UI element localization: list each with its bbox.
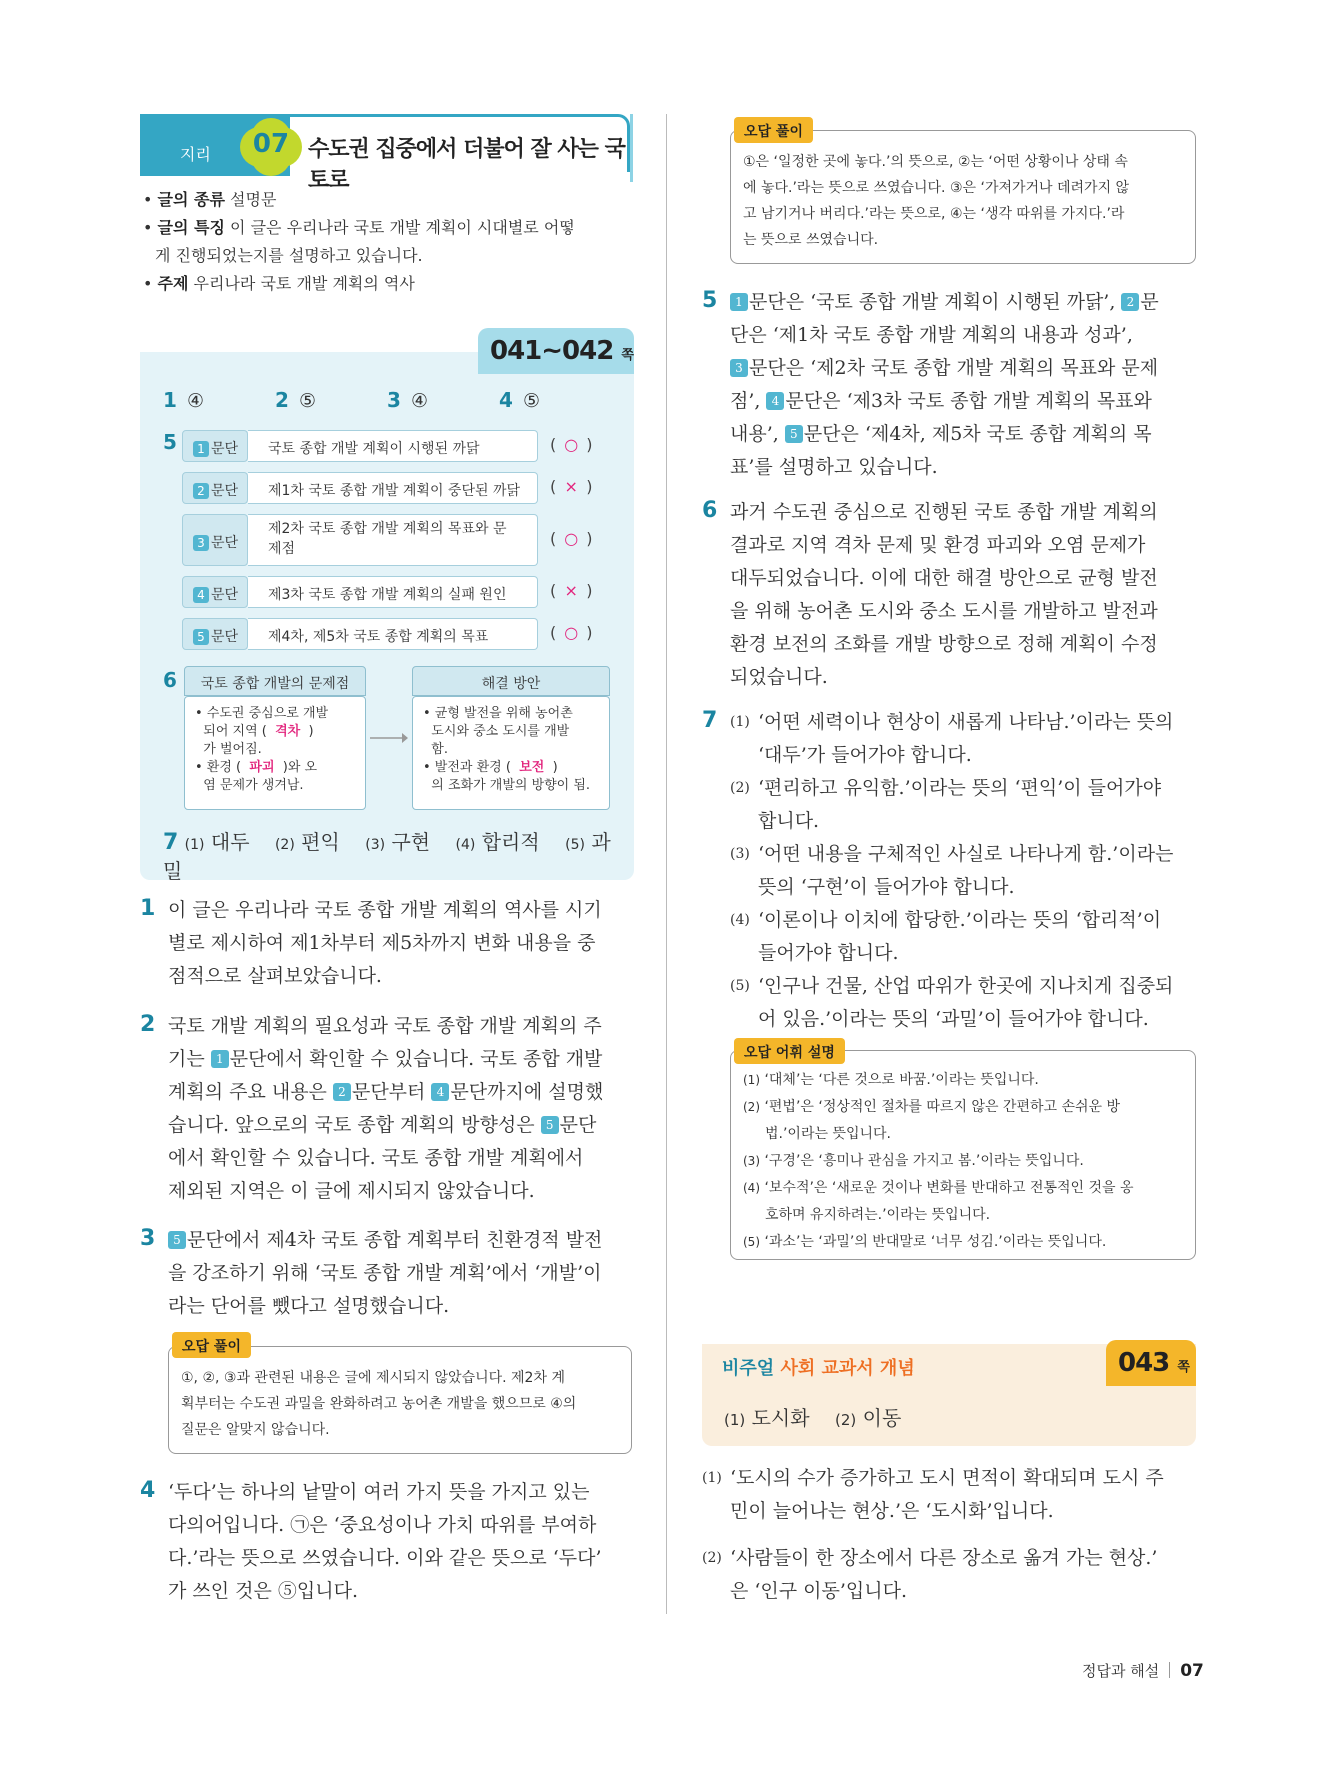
sub-label: (1): [743, 1073, 760, 1087]
text-seg: ‘과소’는 ‘과밀’의 반대말로 ‘너무 성김.’이라는 뜻입니다.: [764, 1234, 1107, 1250]
vc-explain-1: [702, 1462, 1196, 1528]
text-line: 국토 개발 계획의 필요성과 국토 종합 개발 계획의 주: [168, 1015, 602, 1037]
vocab-line: 호하며 유지하려는.’이라는 뜻입니다.: [765, 1207, 991, 1223]
meta-feature-cont: 게 진행되었는지를 설명하고 있습니다.: [155, 246, 423, 265]
vocab-line: [743, 1175, 1183, 1202]
paragraph-tag-label: 문단: [211, 483, 239, 499]
text-line: [730, 385, 1196, 418]
problem-line: [195, 777, 355, 795]
text-line: 되었습니다.: [730, 666, 828, 688]
answer-q3-num: 3: [387, 388, 401, 412]
explanation-item-6: [730, 496, 1196, 694]
solution-line: [423, 741, 599, 759]
answer-q2-num: 2: [275, 388, 289, 412]
paragraph-number-icon: 1: [211, 1050, 229, 1068]
solution-text: • 발전과 환경 (: [423, 760, 511, 775]
problem-text: 가 벌어짐.: [203, 742, 262, 757]
vc-label: (1): [724, 1411, 746, 1429]
answer-page-unit: 쪽: [621, 348, 633, 363]
text-line: 합니다.: [758, 810, 820, 832]
paragraph-mark: [550, 435, 616, 454]
wrong-vocab-tag: 오답 어휘 설명: [734, 1038, 845, 1064]
paragraph-text: 제4차, 제5차 국토 종합 계획의 목표: [248, 618, 538, 650]
item-number: 4: [140, 1478, 156, 1503]
text-line: [168, 1109, 634, 1142]
text-line: 다.’라는 뜻으로 쓰였습니다. 이와 같은 뜻으로 ‘두다’: [168, 1547, 602, 1569]
text-seg: 문단은 ‘제4차, 제5차 국토 종합 계획의 목: [803, 423, 1152, 445]
paragraph-number-icon: 2: [333, 1083, 351, 1101]
text-line: [168, 1076, 634, 1109]
paragraph-row: [182, 576, 612, 608]
text-line: 을 위해 농어촌 도시와 중소 도시를 개발하고 발전과: [730, 600, 1158, 622]
text-line: ‘두다’는 하나의 낱말이 여러 가지 뜻을 가지고 있는: [168, 1481, 590, 1503]
text-line: 표’를 설명하고 있습니다.: [730, 456, 938, 478]
text-line: 단은 ‘제1차 국토 종합 개발 계획의 내용과 성과’,: [730, 324, 1133, 346]
fill-answer: 보전: [519, 760, 545, 775]
meta-theme-label: 주제: [157, 274, 189, 293]
text-line: ‘이론이나 이치에 합당한.’이라는 뜻의 ‘합리적’이: [758, 909, 1162, 931]
footer-label: 정답과 해설: [1082, 1662, 1160, 1680]
q7-value: 과밀: [163, 830, 611, 883]
meta-theme-value: 우리나라 국토 개발 계획의 역사: [193, 274, 415, 293]
visual-concept-page-tab: [1106, 1340, 1196, 1386]
answer-page-range: 041~042: [490, 336, 614, 366]
solution-text: 함.: [431, 742, 448, 757]
text-line: 제외된 지역은 이 글에 제시되지 않았습니다.: [168, 1180, 535, 1202]
solution-line: [423, 777, 599, 795]
paragraph-text: 제3차 국토 종합 개발 계획의 실패 원인: [248, 576, 538, 608]
problem-line: [195, 723, 355, 741]
paragraph-text-line: 제점: [268, 541, 296, 557]
paragraph-tag: [182, 514, 248, 566]
text-line: 질문은 알맞지 않습니다.: [181, 1422, 330, 1438]
paragraph-row: [182, 618, 612, 650]
text-line: 환경 보전의 조화를 개발 방향으로 정해 계획이 수정: [730, 633, 1158, 655]
q7-explain-4: [730, 904, 1196, 970]
text-line: [730, 286, 1196, 319]
meta-type-label: 글의 종류: [157, 190, 225, 209]
text-line: 어 있음.’이라는 뜻의 ‘과밀’이 들어가야 합니다.: [758, 1008, 1149, 1030]
problem-text: • 환경 (: [195, 760, 242, 775]
page-footer: [1082, 1660, 1204, 1681]
paragraph-tag: [182, 430, 248, 462]
text-seg: ‘보수적’은 ‘새로운 것이나 변화를 반대하고 전통적인 것을 옹: [764, 1180, 1134, 1196]
paragraph-number-icon: 4: [193, 587, 209, 603]
answer-q4-value: ⑤: [522, 390, 541, 412]
q7-value: 편익: [301, 830, 340, 854]
sub-label: (2): [743, 1100, 760, 1114]
text-seg: 문단에서 확인할 수 있습니다. 국토 종합 개발: [229, 1048, 603, 1070]
paragraph-number-icon: 5: [193, 629, 209, 645]
visual-concept-header: [702, 1344, 932, 1388]
paragraph-number-icon: 5: [785, 425, 803, 443]
text-line: 획부터는 수도권 과밀을 완화하려고 농어촌 개발을 했으므로 ④의: [181, 1396, 577, 1412]
paragraph-row: [182, 514, 612, 566]
paragraph-number-icon: 4: [431, 1083, 449, 1101]
vc-label: (2): [835, 1411, 857, 1429]
problem-text: 되어 지역 (: [203, 724, 267, 739]
problem-text: )와 오: [282, 760, 318, 775]
paragraph-tag-label: 문단: [211, 587, 239, 603]
text-line: ①, ②, ③과 관련된 내용은 글에 제시되지 않았습니다. 제2차 계: [181, 1370, 565, 1386]
text-line: 민이 늘어나는 현상.’은 ‘도시화’입니다.: [730, 1500, 1054, 1522]
problem-line: [195, 759, 355, 777]
wrong-answer-box: [168, 1346, 632, 1454]
wrong-vocab-box: [730, 1050, 1196, 1260]
vocab-line: [743, 1094, 1183, 1121]
text-line: 이 글은 우리나라 국토 종합 개발 계획의 역사를 시기: [168, 899, 602, 921]
fill-answer: 격차: [275, 724, 301, 739]
text-line: 는 뜻으로 쓰였습니다.: [743, 232, 879, 248]
text-seg: 문단부터: [351, 1081, 426, 1103]
explanation-item-5: [730, 286, 1196, 484]
text-seg: 기는: [168, 1048, 205, 1070]
text-line: 결과로 지역 격차 문제 및 환경 파괴와 오염 문제가: [730, 534, 1146, 556]
paragraph-number-icon: 4: [766, 392, 784, 410]
answer-q2-value: ⑤: [298, 390, 317, 412]
text-line: ‘인구나 건물, 산업 따위가 한곳에 지나치게 집중되: [758, 975, 1174, 997]
item-number: 5: [702, 288, 718, 313]
q7-label: (2): [274, 837, 295, 853]
q7-explain-1: [730, 706, 1196, 772]
vocab-line: [743, 1067, 1183, 1094]
paren-open: (: [550, 529, 557, 548]
text-line: ‘어떤 내용을 구체적인 사실로 나타나게 함.’이라는: [758, 843, 1174, 865]
text-line: ①은 ‘일정한 곳에 놓다.’의 뜻으로, ②는 ‘어떤 상황이나 상태 속: [743, 154, 1128, 170]
text-line: 고 남기거나 버리다.’라는 뜻으로, ④는 ‘생각 따위를 가지다.’라: [743, 206, 1125, 222]
solution-text: 도시와 중소 도시를 개발: [431, 724, 570, 739]
paragraph-mark: [550, 529, 616, 548]
paragraph-number-icon: 2: [1121, 293, 1139, 311]
paren-open: (: [550, 581, 557, 600]
text-seg: 습니다. 앞으로의 국토 종합 계획의 방향성은: [168, 1114, 535, 1136]
paragraph-number-icon: 1: [193, 441, 209, 457]
meta-feature-label: 글의 특징: [157, 218, 225, 237]
text-line: 에 놓다.’라는 뜻으로 쓰였습니다. ③은 ‘가져가거나 데려가지 않: [743, 180, 1130, 196]
paragraph-number-icon: 3: [730, 359, 748, 377]
q7-label: (3): [365, 837, 386, 853]
answer-q5-label: 5: [163, 430, 177, 454]
answer-q1-num: 1: [163, 388, 177, 412]
text-seg: 내용’,: [730, 423, 785, 445]
paren-close: ): [586, 435, 593, 454]
column-divider: [666, 114, 667, 1614]
q7-label: (4): [455, 837, 476, 853]
vc-answer: 이동: [862, 1406, 902, 1430]
vocab-line: 법.’이라는 뜻입니다.: [765, 1126, 891, 1142]
item-number: 2: [140, 1012, 156, 1037]
mark-value: ○: [564, 529, 579, 548]
solution-text: 의 조화가 개발의 방향이 됨.: [431, 778, 591, 793]
explanation-item-1: [168, 894, 634, 993]
paragraph-mark: [550, 581, 616, 600]
sub-label: (2): [730, 780, 750, 796]
paren-open: (: [550, 623, 557, 642]
paragraph-number-icon: 3: [193, 535, 209, 551]
vocab-line: [743, 1148, 1183, 1175]
answer-q3-value: ④: [410, 390, 429, 412]
answer-q4: [499, 388, 540, 412]
title-accent-line: [630, 114, 633, 182]
text-line: 별로 제시하여 제1차부터 제5차까지 변화 내용을 중: [168, 932, 596, 954]
problem-text: 염 문제가 생겨남.: [203, 778, 304, 793]
q7-value: 합리적: [481, 830, 540, 854]
sub-label: (4): [730, 912, 750, 928]
answer-q1-value: ④: [186, 390, 205, 412]
text-seg: ‘대체’는 ‘다른 것으로 바꿈.’이라는 뜻입니다.: [764, 1072, 1039, 1088]
sub-label: (5): [743, 1235, 760, 1249]
paragraph-tag-label: 문단: [211, 629, 239, 645]
visual-concept-title-a: 비주얼: [722, 1358, 775, 1379]
paragraph-tag: [182, 576, 248, 608]
text-seg: 문단은 ‘국토 종합 개발 계획이 시행된 까닭’,: [749, 291, 1122, 313]
vc-answer: 도시화: [751, 1406, 810, 1430]
q7-label: (1): [184, 837, 205, 853]
mark-value: ○: [564, 623, 579, 642]
text-line: ‘사람들이 한 장소에서 다른 장소로 옮겨 가는 현상.’: [730, 1547, 1158, 1569]
text-seg: 문: [1140, 291, 1159, 313]
solution-box: [412, 696, 610, 810]
text-line: 은 ‘인구 이동’입니다.: [730, 1580, 908, 1602]
sub-label: (1): [702, 1470, 722, 1486]
answer-q6-label: 6: [163, 668, 177, 692]
mark-value: ×: [564, 477, 578, 496]
explanation-item-2: [168, 1010, 634, 1208]
q7-label: (5): [565, 837, 585, 853]
vc-explain-2: [702, 1542, 1196, 1608]
paragraph-number-icon: 5: [168, 1231, 186, 1249]
paragraph-row: [182, 472, 612, 504]
paragraph-mark: [550, 477, 616, 496]
item-number: 6: [702, 498, 718, 523]
meta-type-value: 설명문: [230, 190, 277, 209]
text-seg: 문단에서 제4차 국토 종합 계획부터 친환경적 발전: [187, 1229, 603, 1251]
wrong-answer-tag: 오답 풀이: [172, 1332, 251, 1358]
paren-close: ): [586, 529, 593, 548]
fill-answer: 파괴: [249, 760, 275, 775]
answer-q6-num: [163, 668, 181, 692]
problem-line: • 수도권 중심으로 개발: [195, 706, 329, 721]
solution-line: [423, 723, 599, 741]
paragraph-number-icon: 1: [730, 293, 748, 311]
solution-line: • 균형 발전을 위해 농어촌: [423, 706, 573, 721]
paren-close: ): [586, 581, 593, 600]
sub-label: (1): [730, 714, 750, 730]
text-line: ‘도시의 수가 증가하고 도시 면적이 확대되며 도시 주: [730, 1467, 1164, 1489]
q7-explain-3: [730, 838, 1196, 904]
text-seg: 점’,: [730, 390, 767, 412]
text-line: [168, 1043, 634, 1076]
visual-concept-title-b: 사회 교과서 개념: [780, 1358, 915, 1379]
meta-type: • 글의 종류 설명문: [143, 190, 277, 209]
paragraph-tag-label: 문단: [211, 441, 239, 457]
page-title: 수도권 집중에서 더불어 잘 사는 국토로: [308, 137, 625, 193]
wrong-answer-box: [730, 130, 1196, 264]
text-seg: 문단은 ‘제3차 국토 종합 개발 계획의 목표와: [785, 390, 1152, 412]
sub-label: (5): [730, 978, 750, 994]
solution-text: ): [552, 760, 558, 775]
paren-open: (: [550, 435, 557, 454]
paragraph-tag: [182, 472, 248, 504]
text-line: [730, 352, 1196, 385]
answer-page-tab: [478, 328, 634, 374]
explanation-item-4: [168, 1476, 634, 1608]
explanation-item-3: [168, 1224, 634, 1323]
paren-close: ): [586, 477, 593, 496]
mark-value: ×: [564, 581, 578, 600]
paragraph-tag: [182, 618, 248, 650]
answer-q2: [275, 388, 316, 412]
visual-concept-answers: [724, 1402, 901, 1431]
problem-text: ): [308, 724, 314, 739]
solution-line: [423, 759, 599, 777]
paragraph-tag-label: 문단: [211, 535, 239, 551]
sub-label: (4): [743, 1181, 760, 1195]
text-line: 점적으로 살펴보았습니다.: [168, 965, 382, 987]
text-line: [168, 1224, 634, 1257]
paragraph-number-icon: 2: [193, 483, 209, 499]
q7-value: 대두: [210, 830, 250, 854]
item-number: 1: [140, 896, 156, 921]
vc-page-unit: 쪽: [1177, 1360, 1189, 1375]
item-number: 3: [140, 1226, 156, 1251]
answer-q4-num: 4: [499, 388, 513, 412]
text-seg: ‘편법’은 ‘정상적인 절차를 따르지 않은 간편하고 손쉬운 방: [764, 1099, 1121, 1115]
meta-feature-value: 이 글은 우리나라 국토 개발 계획이 시대별로 어떻: [230, 218, 575, 237]
text-line: ‘어떤 세력이나 현상이 새롭게 나타남.’이라는 뜻의: [758, 711, 1174, 733]
text-seg: 문단은 ‘제2차 국토 종합 개발 계획의 목표와 문제: [749, 357, 1159, 379]
text-line: 뜻의 ‘구현’이 들어가야 합니다.: [758, 876, 1015, 898]
sub-label: (2): [702, 1550, 722, 1566]
solution-header: 해결 방안: [412, 666, 610, 696]
q7-explain-2: [730, 772, 1196, 838]
text-line: [730, 418, 1196, 451]
text-line: 과거 수도권 중심으로 진행된 국토 종합 개발 계획의: [730, 501, 1158, 523]
q7-value: 구현: [391, 830, 431, 854]
problem-header: 국토 종합 개발의 문제점: [184, 666, 366, 696]
unit-number: 07: [252, 129, 290, 159]
text-line: ‘편리하고 유익함.’이라는 뜻의 ‘편익’이 들어가야: [758, 777, 1162, 799]
text-line: 가 쓰인 것은 ⑤입니다.: [168, 1580, 358, 1602]
text-line: 들어가야 합니다.: [758, 942, 899, 964]
paragraph-mark: [550, 623, 616, 642]
meta-theme: • 주제 우리나라 국토 개발 계획의 역사: [143, 274, 415, 293]
text-seg: 계획의 주요 내용은: [168, 1081, 327, 1103]
footer-divider: [1169, 1662, 1170, 1678]
text-line: 다의어입니다. ㉠은 ‘중요성이나 가치 따위를 부여하: [168, 1514, 597, 1536]
answer-q5-num: [163, 430, 181, 454]
subject-label: 지리: [140, 114, 290, 176]
paragraph-text-line: 제2차 국토 종합 개발 계획의 목표와 문: [268, 521, 507, 537]
problem-line: [195, 741, 355, 759]
paragraph-text: [248, 514, 538, 566]
sub-label: (3): [743, 1154, 760, 1168]
sub-label: (3): [730, 846, 750, 862]
item-number: 7: [702, 708, 718, 733]
meta-feature: • 글의 특징 이 글은 우리나라 국토 개발 계획이 시대별로 어떻: [143, 218, 575, 237]
text-seg: 문단: [559, 1114, 597, 1136]
text-line: ‘대두’가 들어가야 합니다.: [758, 744, 972, 766]
text-line: 에서 확인할 수 있습니다. 국토 종합 개발 계획에서: [168, 1147, 584, 1169]
answer-q3: [387, 388, 428, 412]
q7-explain-5: [730, 970, 1196, 1036]
paragraph-row: [182, 430, 612, 462]
title-bar: [140, 114, 634, 193]
paragraph-text: 국토 종합 개발 계획이 시행된 까닭: [248, 430, 538, 462]
paragraph-number-icon: 5: [541, 1116, 559, 1134]
text-seg: ‘구경’은 ‘흥미나 관심을 가지고 봄.’이라는 뜻입니다.: [764, 1153, 1084, 1169]
answer-q1: [163, 388, 204, 412]
paragraph-text: 제1차 국토 종합 개발 계획이 중단된 까닭: [248, 472, 538, 504]
text-seg: 문단까지에 설명했: [450, 1081, 604, 1103]
paren-close: ): [586, 623, 593, 642]
answer-q7-num: 7: [163, 830, 179, 855]
wrong-answer-tag: 오답 풀이: [734, 117, 813, 143]
text-line: 대두되었습니다. 이에 대한 해결 방안으로 균형 발전: [730, 567, 1158, 589]
vocab-line: [743, 1229, 1183, 1256]
mark-value: ○: [564, 435, 579, 454]
text-line: 을 강조하기 위해 ‘국토 종합 개발 계획’에서 ‘개발’이: [168, 1262, 602, 1284]
vc-page-number: 043: [1118, 1348, 1170, 1378]
text-line: 라는 단어를 뺐다고 설명했습니다.: [168, 1295, 450, 1317]
arrow-right-icon: [368, 728, 410, 748]
page-number: 07: [1180, 1661, 1204, 1681]
problem-box: [184, 696, 366, 810]
answer-q7-row: [163, 826, 623, 884]
paren-open: (: [550, 477, 557, 496]
